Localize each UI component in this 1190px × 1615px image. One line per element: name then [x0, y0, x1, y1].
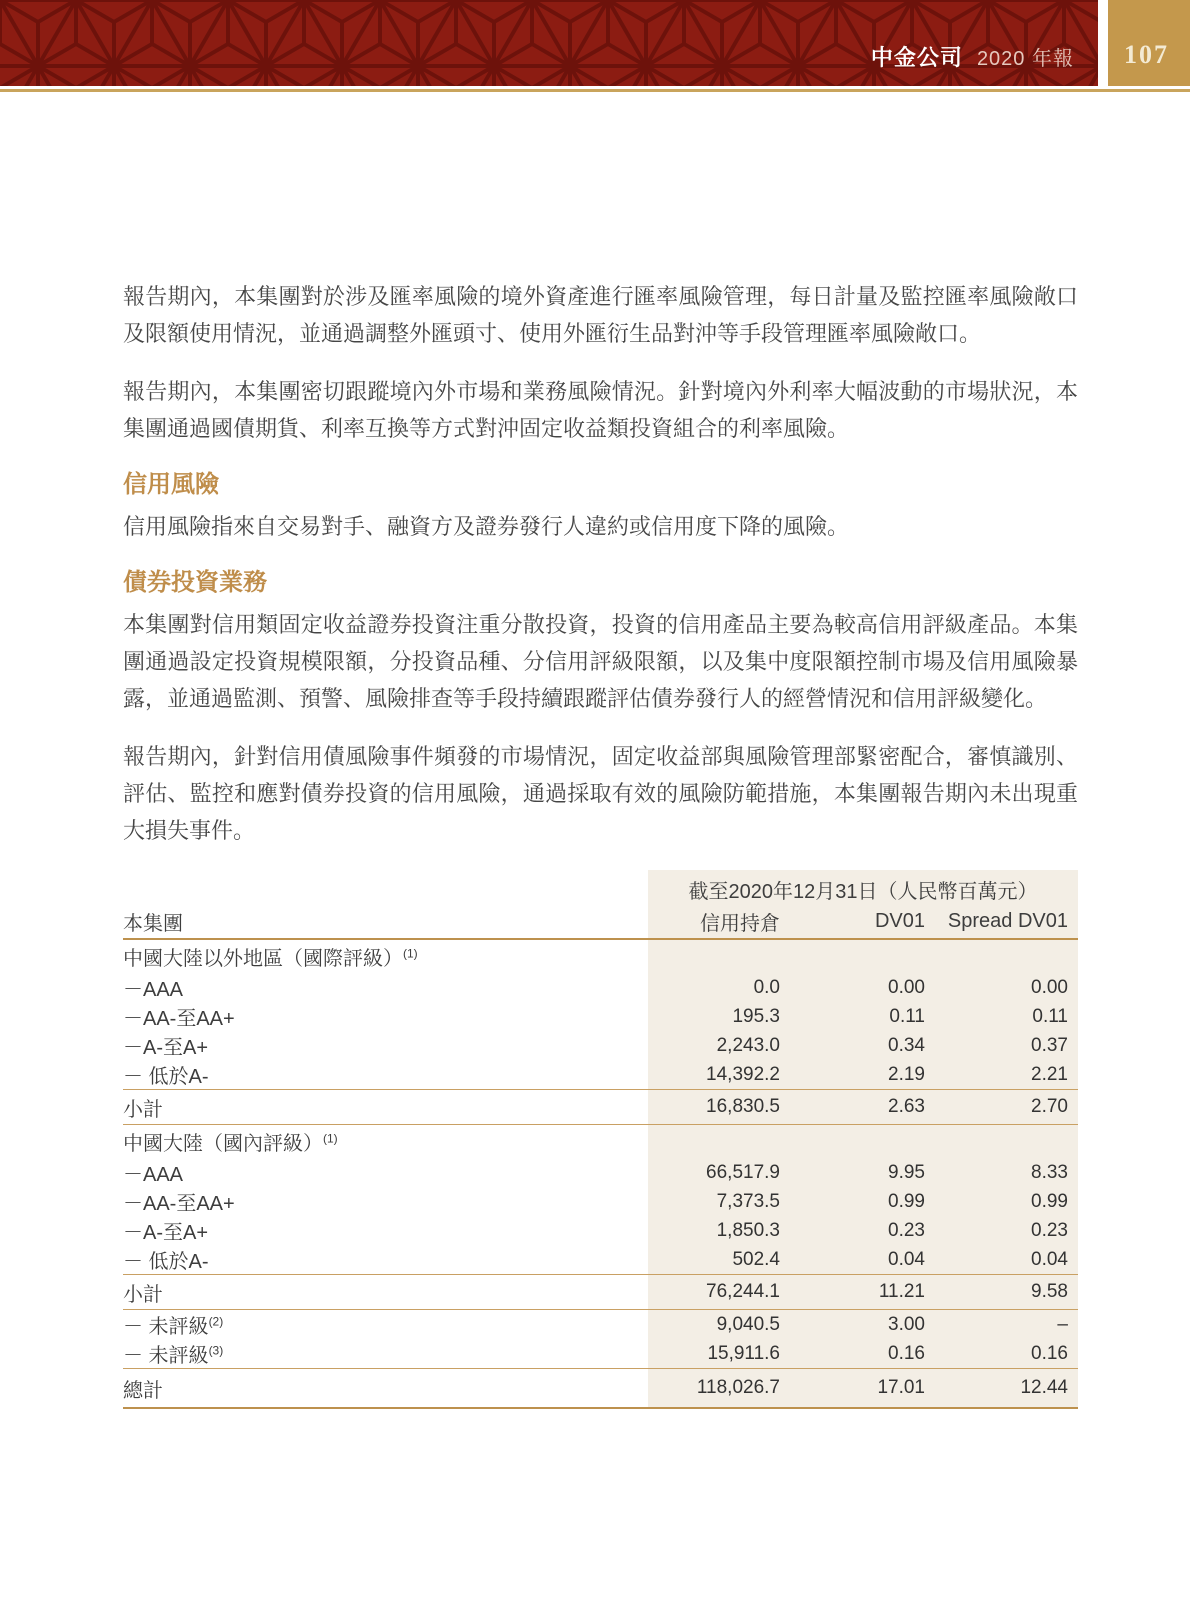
cell-value: 0.00	[935, 973, 1078, 1002]
column-header-dv01: DV01	[790, 904, 935, 939]
table-row	[123, 1310, 1078, 1340]
cell-value: –	[935, 1310, 1078, 1340]
cell-value: 0.37	[935, 1031, 1078, 1060]
table-row	[123, 973, 1078, 1002]
cell-value: 16,830.5	[648, 1090, 790, 1125]
table-caption: 截至2020年12月31日（人民幣百萬元）	[648, 870, 1078, 904]
row-label: －AAA	[123, 979, 184, 1001]
cell-value: 9.58	[935, 1275, 1078, 1310]
footnote-marker: (3)	[208, 1343, 224, 1358]
header-title-group	[0, 0, 1098, 86]
table-row	[123, 1158, 1078, 1187]
body-paragraph: 報告期內，本集團對於涉及匯率風險的境外資產進行匯率風險管理，每日計量及監控匯率風險敞口及限額使用情況，並通過調整外匯頭寸、使用外匯衍生品對沖等手段管理匯率風險敞口。	[123, 284, 1078, 346]
cell-value: 0.23	[790, 1216, 935, 1245]
body-paragraph: 報告期內，本集團密切跟蹤境內外市場和業務風險情況。針對境內外利率大幅波動的市場狀況，本集團通過國債期貨、利率互換等方式對沖固定收益類投資組合的利率風險。	[123, 379, 1078, 441]
cell-value: 0.0	[648, 973, 790, 1002]
cell-value: 14,392.2	[648, 1060, 790, 1090]
body-blocks	[123, 278, 1078, 849]
cell-value: 12.44	[935, 1369, 1078, 1409]
cell-value: 2.21	[935, 1060, 1078, 1090]
table-row	[123, 1125, 1078, 1159]
column-header-group: 本集團	[123, 904, 648, 939]
report-title: 2020 年報	[976, 47, 1074, 70]
cell-value: 17.01	[790, 1369, 935, 1409]
cell-value: 8.33	[935, 1158, 1078, 1187]
cell-value: 0.11	[935, 1002, 1078, 1031]
table-row	[123, 1060, 1078, 1090]
table-row	[123, 1187, 1078, 1216]
row-label: － 低於A-	[123, 1251, 209, 1273]
cell-value: 0.16	[935, 1339, 1078, 1369]
cell-value	[648, 1125, 790, 1159]
table-caption-row	[123, 870, 1078, 904]
column-header-credit-position: 信用持倉	[648, 904, 790, 939]
cell-value: 0.23	[935, 1216, 1078, 1245]
row-label: 中國大陸（國內評級）$^{(1)}$	[123, 1131, 338, 1155]
company-name: 中金公司	[870, 44, 963, 70]
footnote-marker: (2)	[208, 1314, 224, 1329]
cell-value: 0.16	[790, 1339, 935, 1369]
main-content	[123, 92, 1078, 1409]
table-row	[123, 1031, 1078, 1060]
table-row	[123, 1216, 1078, 1245]
cell-value: 2.63	[790, 1090, 935, 1125]
page-number: 107	[1124, 40, 1169, 69]
table-row	[123, 1369, 1078, 1409]
table-row	[123, 1275, 1078, 1310]
cell-value	[790, 1125, 935, 1159]
cell-value: 7,373.5	[648, 1187, 790, 1216]
row-label: 總計	[123, 1369, 648, 1409]
cell-value: 2.70	[935, 1090, 1078, 1125]
cell-value	[790, 939, 935, 973]
cell-value: 0.34	[790, 1031, 935, 1060]
cell-value: 0.99	[790, 1187, 935, 1216]
table-row	[123, 1090, 1078, 1125]
row-label: －AA-至AA+	[123, 1008, 235, 1030]
cell-value	[648, 939, 790, 973]
row-label: － 低於A-	[123, 1066, 209, 1088]
cell-value: 1,850.3	[648, 1216, 790, 1245]
cell-value	[935, 1125, 1078, 1159]
row-label: － 未評級$^{(3)}$	[123, 1343, 224, 1367]
row-label: 小計	[123, 1275, 648, 1310]
row-label: －AA-至AA+	[123, 1193, 235, 1215]
table-row	[123, 1339, 1078, 1369]
header-divider-gap	[1098, 0, 1108, 86]
cell-value: 15,911.6	[648, 1339, 790, 1369]
cell-value: 3.00	[790, 1310, 935, 1340]
page-number-box	[1108, 0, 1190, 86]
row-label: －AAA	[123, 1164, 184, 1186]
row-label: －A-至A+	[123, 1037, 209, 1059]
cell-value: 118,026.7	[648, 1369, 790, 1409]
cell-value: 502.4	[648, 1245, 790, 1275]
cell-value: 0.11	[790, 1002, 935, 1031]
section-heading: 債券投資業務	[123, 569, 267, 596]
cell-value: 0.04	[790, 1245, 935, 1275]
table-row	[123, 1002, 1078, 1031]
cell-value: 0.99	[935, 1187, 1078, 1216]
credit-holdings-table	[123, 870, 1078, 1409]
table-body	[123, 939, 1078, 1408]
column-header-spread-dv01: Spread DV01	[935, 904, 1078, 939]
header-banner	[0, 0, 1098, 86]
cell-value: 11.21	[790, 1275, 935, 1310]
table-row	[123, 939, 1078, 973]
row-label: 小計	[123, 1090, 648, 1125]
body-paragraph: 本集團對信用類固定收益證券投資注重分散投資，投資的信用產品主要為較高信用評級產品。本集團通過設定投資規模限額，分投資品種、分信用評級限額，以及集中度限額控制市場及信用風險暴露，並通過監測、預警、風險排查等手段持續跟蹤評估債券發行人的經營情況和信用評級變化。	[123, 612, 1078, 711]
table-row	[123, 1245, 1078, 1275]
cell-value: 9.95	[790, 1158, 935, 1187]
cell-value: 9,040.5	[648, 1310, 790, 1340]
footnote-marker: (1)	[403, 946, 418, 961]
caption-spacer	[123, 870, 648, 904]
body-paragraph: 信用風險指來自交易對手、融資方及證券發行人違約或信用度下降的風險。	[123, 514, 850, 539]
row-label: 中國大陸以外地區（國際評級）$^{(1)}$	[123, 946, 418, 970]
row-label: －A-至A+	[123, 1222, 209, 1244]
cell-value: 2.19	[790, 1060, 935, 1090]
table-header-row	[123, 904, 1078, 939]
page-header	[0, 0, 1190, 86]
cell-value: 76,244.1	[648, 1275, 790, 1310]
row-label: － 未評級$^{(2)}$	[123, 1314, 224, 1338]
body-paragraph: 報告期內，針對信用債風險事件頻發的市場情況，固定收益部與風險管理部緊密配合，審慎識別、評估、監控和應對債券投資的信用風險，通過採取有效的風險防範措施，本集團報告期內未出現重大損失事件。	[123, 744, 1078, 843]
section-heading: 信用風險	[123, 471, 219, 498]
footnote-marker: (1)	[323, 1131, 338, 1146]
cell-value: 195.3	[648, 1002, 790, 1031]
cell-value: 0.04	[935, 1245, 1078, 1275]
cell-value: 66,517.9	[648, 1158, 790, 1187]
cell-value	[935, 939, 1078, 973]
cell-value: 0.00	[790, 973, 935, 1002]
cell-value: 2,243.0	[648, 1031, 790, 1060]
